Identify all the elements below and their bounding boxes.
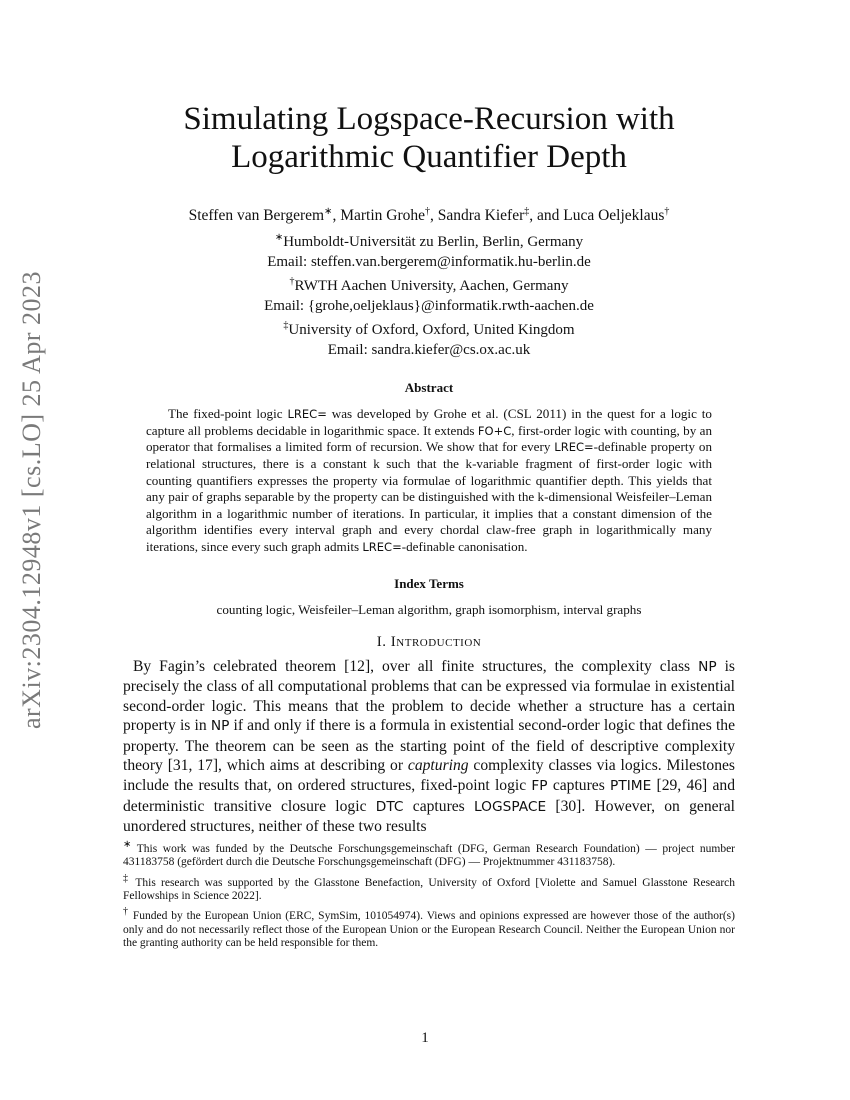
- affiliation-mark: †: [289, 276, 295, 288]
- affiliation-line: [123, 316, 735, 341]
- logic-lrec: LREC=: [287, 407, 327, 422]
- index-terms-text: counting logic, Weisfeiler–Leman algorithm, graph isomorphism, interval graphs: [216, 601, 642, 617]
- arxiv-sidebar: [8, 270, 56, 730]
- footnote-text: This work was funded by the Deutsche Forschungsgemeinschaft (DFG, German Research Foundation) — project number 431183758 (gefördert durch die Deutsche Forschungsgemeinschaft (DFG) — Projektnummer 431183758).: [123, 842, 735, 869]
- section-heading: [123, 634, 735, 651]
- author-list: Steffen van Bergerem∗, Martin Grohe†, Sandra Kiefer‡, and Luca Oeljeklaus†: [188, 206, 670, 225]
- affiliation-mark: ∗: [274, 232, 284, 244]
- index-terms-heading: Index Terms: [394, 575, 464, 591]
- logic-fp: FP: [531, 778, 548, 795]
- email-text: Email: sandra.kiefer@cs.ox.ac.uk: [327, 341, 531, 358]
- author-4-mark: †: [664, 206, 670, 217]
- footnote-text: This research was supported by the Glasstone Benefaction, University of Oxford [Violette and Samuel Glasstone Research Fellowships in Science 2022].: [123, 876, 735, 902]
- affiliation-line: [123, 228, 735, 253]
- abstract-text: [146, 406, 712, 555]
- title-line-2: Logarithmic Quantifier Depth: [231, 139, 627, 175]
- page-number: 1: [421, 1030, 429, 1046]
- intro-fragment: captures: [403, 797, 475, 815]
- logic-dtc: DTC: [375, 798, 404, 815]
- logic-foc: FO+C: [477, 423, 512, 438]
- author-1: Steffen van Bergerem: [188, 207, 325, 225]
- section-title: Introduction: [390, 633, 482, 650]
- author-3-mark: ‡: [524, 206, 530, 217]
- affiliation-text: RWTH Aachen University, Aachen, Germany: [294, 278, 569, 295]
- abstract-fragment: , first-order logic with counting, by an operator that formalises a limited form of recursion. We show that for every: [146, 422, 712, 455]
- affiliations: [123, 228, 735, 360]
- paper-page: [123, 100, 735, 837]
- abstract-heading: Abstract: [404, 380, 454, 396]
- intro-fragment: if and only if there is a formula in existential second-order logic that defines the property. The theorem can be seen as the starting point of the field of descriptive complexity theory [31, 17], which aims at describing or: [123, 717, 735, 775]
- intro-fragment: captures: [547, 777, 611, 795]
- paper-title: [123, 100, 735, 176]
- logic-lrec: LREC=: [362, 539, 402, 554]
- author-1-mark: ∗: [324, 206, 333, 217]
- intro-paragraph: [123, 657, 735, 837]
- footnote: [123, 872, 735, 904]
- affiliation-email: [123, 297, 735, 317]
- affiliation-email: [123, 253, 735, 273]
- affiliation-email: [123, 341, 735, 361]
- author-2: Martin Grohe: [340, 207, 425, 225]
- emphasis-capturing: capturing: [407, 757, 469, 775]
- title-line-1: Simulating Logspace-Recursion with: [183, 101, 675, 137]
- author-3: Sandra Kiefer: [437, 207, 525, 225]
- author-2-mark: †: [424, 206, 430, 217]
- footnotes: [123, 838, 735, 952]
- footnote-mark: †: [123, 906, 130, 918]
- abstract-fragment: The fixed-point logic: [168, 406, 288, 422]
- footnote-mark: ‡: [123, 872, 131, 884]
- footnote: [123, 905, 735, 950]
- class-np: NP: [210, 718, 230, 735]
- intro-fragment: [30]. However, on general unordered structures, neither of these two results: [123, 797, 736, 836]
- intro-fragment: complexity classes via logics. Milestones include the results that, on ordered structures, fixed-point logic: [123, 757, 735, 795]
- footnote-mark: ∗: [123, 839, 132, 850]
- author-4: and Luca Oeljeklaus: [536, 207, 665, 225]
- section-number: I.: [376, 633, 391, 650]
- email-text: Email: {grohe,oeljeklaus}@informatik.rwth-aachen.de: [264, 297, 594, 314]
- footnote-text: Funded by the European Union (ERC, SymSim, 101054974). Views and opinions expressed are however those of the author(s) only and do not necessarily reflect those of the European Union or the European Research Council. Neither the European Union nor the granting authority can be held responsible for them.: [123, 910, 735, 949]
- affiliation-text: University of Oxford, Oxford, United Kingdom: [288, 322, 575, 339]
- abstract-fragment: was developed by Grohe et al. (CSL 2011) in the quest for a logic to capture all problems decidable in logarithmic space. It extends: [146, 406, 712, 438]
- class-np: NP: [698, 658, 717, 675]
- intro-fragment: [29, 46] and deterministic transitive closure logic: [123, 777, 736, 815]
- affiliation-text: Humboldt-Universität zu Berlin, Berlin, Germany: [283, 234, 584, 251]
- footnote: [123, 838, 735, 870]
- affiliation-mark: ‡: [283, 320, 289, 332]
- intro-fragment: By Fagin’s celebrated theorem [12], over all finite structures, the complexity class: [133, 657, 699, 675]
- abstract-fragment: -definable property on relational structures, there is a constant k such that the k-variable fragment of first-order logic with counting quantifiers expresses the property via formulae of logarithmic quantifier depth. This yields that any pair of graphs separable by the property can be distinguished with the k-dimensional Weisfeiler–Leman algorithm in a logarithmic number of iterations. In particular, it implies that a constant dimension of the algorithm identifies every interval graph and every chordal claw-free graph in logarithmically many iterations, since every such graph admits: [146, 439, 712, 554]
- affiliation-line: [123, 272, 735, 297]
- logic-lrec: LREC=: [554, 440, 594, 455]
- intro-fragment: is precisely the class of all computational problems that can be expressed via formulae in existential second-order logic. This means that the problem to decide whether a structure has a certain property is in: [123, 657, 735, 735]
- class-ptime: PTIME: [610, 778, 652, 795]
- email-text: Email: steffen.van.bergerem@informatik.hu-berlin.de: [267, 253, 591, 270]
- class-logspace: LOGSPACE: [474, 798, 547, 815]
- abstract-fragment: -definable canonisation.: [401, 538, 528, 554]
- arxiv-identifier: arXiv:2304.12948v1 [cs.LO] 25 Apr 2023: [17, 270, 46, 730]
